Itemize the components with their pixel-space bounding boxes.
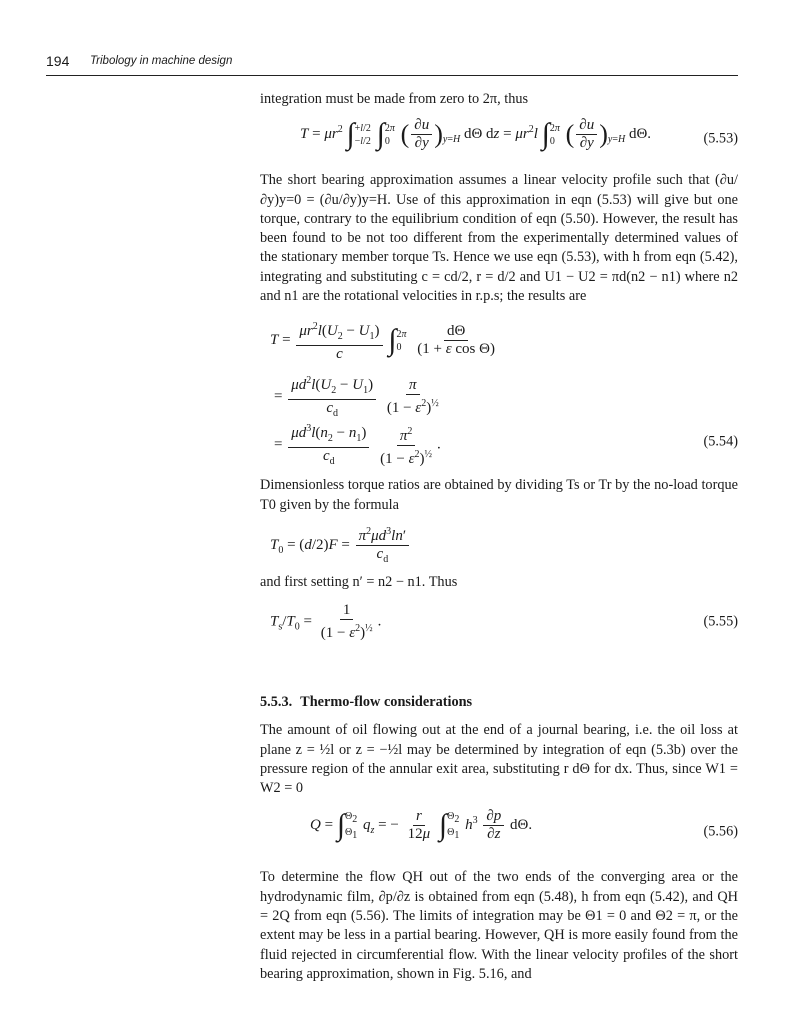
equation-5-56: Q = ∫ $\Theta_2$ $\Theta_1$ $q_z$ = − $\frac{r}{12\mu}$ ∫ $\Theta_2$ $\Theta_1$ $h^3$ $\frac{\partial p}{\partial z}$ dΘ. (5.56): [310, 808, 738, 843]
page-body: [260, 90, 738, 984]
paragraph-flow-determination: To determine the flow QH out of the two ends of the converging area or the hydrodynamic film, ∂p/∂z is obtained from eqn (5.48), h from eqn (5.42), and QH = 2Q from eqn (5.56). The limits of integration may be Θ1 = 0 and Θ2 = π, or the extent may be less in a partial bearing. However, QH is more easily found from the fluid rejected in circumferential flow. With the linear velocity profiles of the short bearing approximation, shown in Fig. 5.16, and: [260, 869, 738, 982]
section-title: Thermo-flow considerations: [300, 694, 473, 711]
equation-5-55: $T_s/T_0$ = $\frac{1}{(1 - \varepsilon^2)^{\frac{1}{2}}}$ . (5.55): [270, 602, 738, 642]
equation-no-load-torque: $T_0 = (d/2)F$ = $\frac{\pi^2\mu d^3\ln'}{c_d}$: [260, 519, 738, 567]
equation-number: (5.54): [703, 433, 738, 450]
equation-number: (5.55): [703, 613, 738, 630]
paragraph-intro: integration must be made from zero to 2π, thus: [260, 91, 529, 107]
equation-number: (5.53): [703, 130, 738, 147]
running-title: Tribology in machine design: [90, 55, 233, 67]
paragraph-short-bearing: The short bearing approximation assumes a linear velocity profile such that (∂u/∂y)y=0 = (∂u/∂y)y=H. Use of this approximation in eqn (5.53) will give but one torque, contrary to the equilibrium condition of eqn (5.50). However, the result has been found to be not too different from the experimentally determined values of the stationary member torque Ts. Hence we use eqn (5.53), with h from eqn (5.42), integrating and substituting c = cd/2, r = d/2 and U1 − U2 = πd(n2 − n1) where n2 and n1 are the rotational velocities in r.p.s; the results are: [260, 172, 738, 305]
equation-5-53: $T = \mu r^2$ ∫ +l/2 −l/2 ∫ 2π 0 ( $\frac{\partial u}{\partial y}$ )$_{y=H}$ dΘ dz = $\mu r^2l$ ∫ 2π 0 ( $\frac{\partial u}{\partial y}$ )$_{y=H}$ dΘ. (5.53): [300, 117, 738, 152]
equation-number: (5.56): [703, 823, 738, 840]
running-header: [46, 53, 738, 76]
section-number: 5.5.3.: [260, 694, 293, 711]
equation-5-54: T = $\frac{\mu r^2l(U_2 - U_1)}{c}$ ∫ 2π 0 $\frac{d\Theta}{\text{(1 + ε cos Θ)}}$ = $\frac{\mu d^2l(U_2 - U_1)}{c_d}$ $\frac{\pi}{(1 - \varepsilon^2)^{\frac{1}{2}}}$ = $\frac{\mu d^3l(n_2 - n_1)}{c_d}$ $\frac{\pi^2}{(1 - \varepsilon^2)^{\frac{1}{2}}}$ . (5.54): [260, 310, 738, 470]
section-heading: [260, 694, 738, 711]
paragraph-dimensionless: Dimensionless torque ratios are obtained by dividing Ts or Tr by the no-load torque T0 given by the formula: [260, 477, 738, 513]
paragraph-oil-flow: The amount of oil flowing out at the end of a journal bearing, i.e. the oil loss at plane z = ½l or z = −½l may be determined by integration of eqn (5.3b) over the pressure region of the annular exit area, substituting r dΘ for dx. Thus, since W1 = W2 = 0: [260, 722, 738, 797]
page-number: 194: [46, 53, 70, 69]
paragraph-first-setting: and first setting n′ = n2 − n1. Thus: [260, 573, 458, 590]
